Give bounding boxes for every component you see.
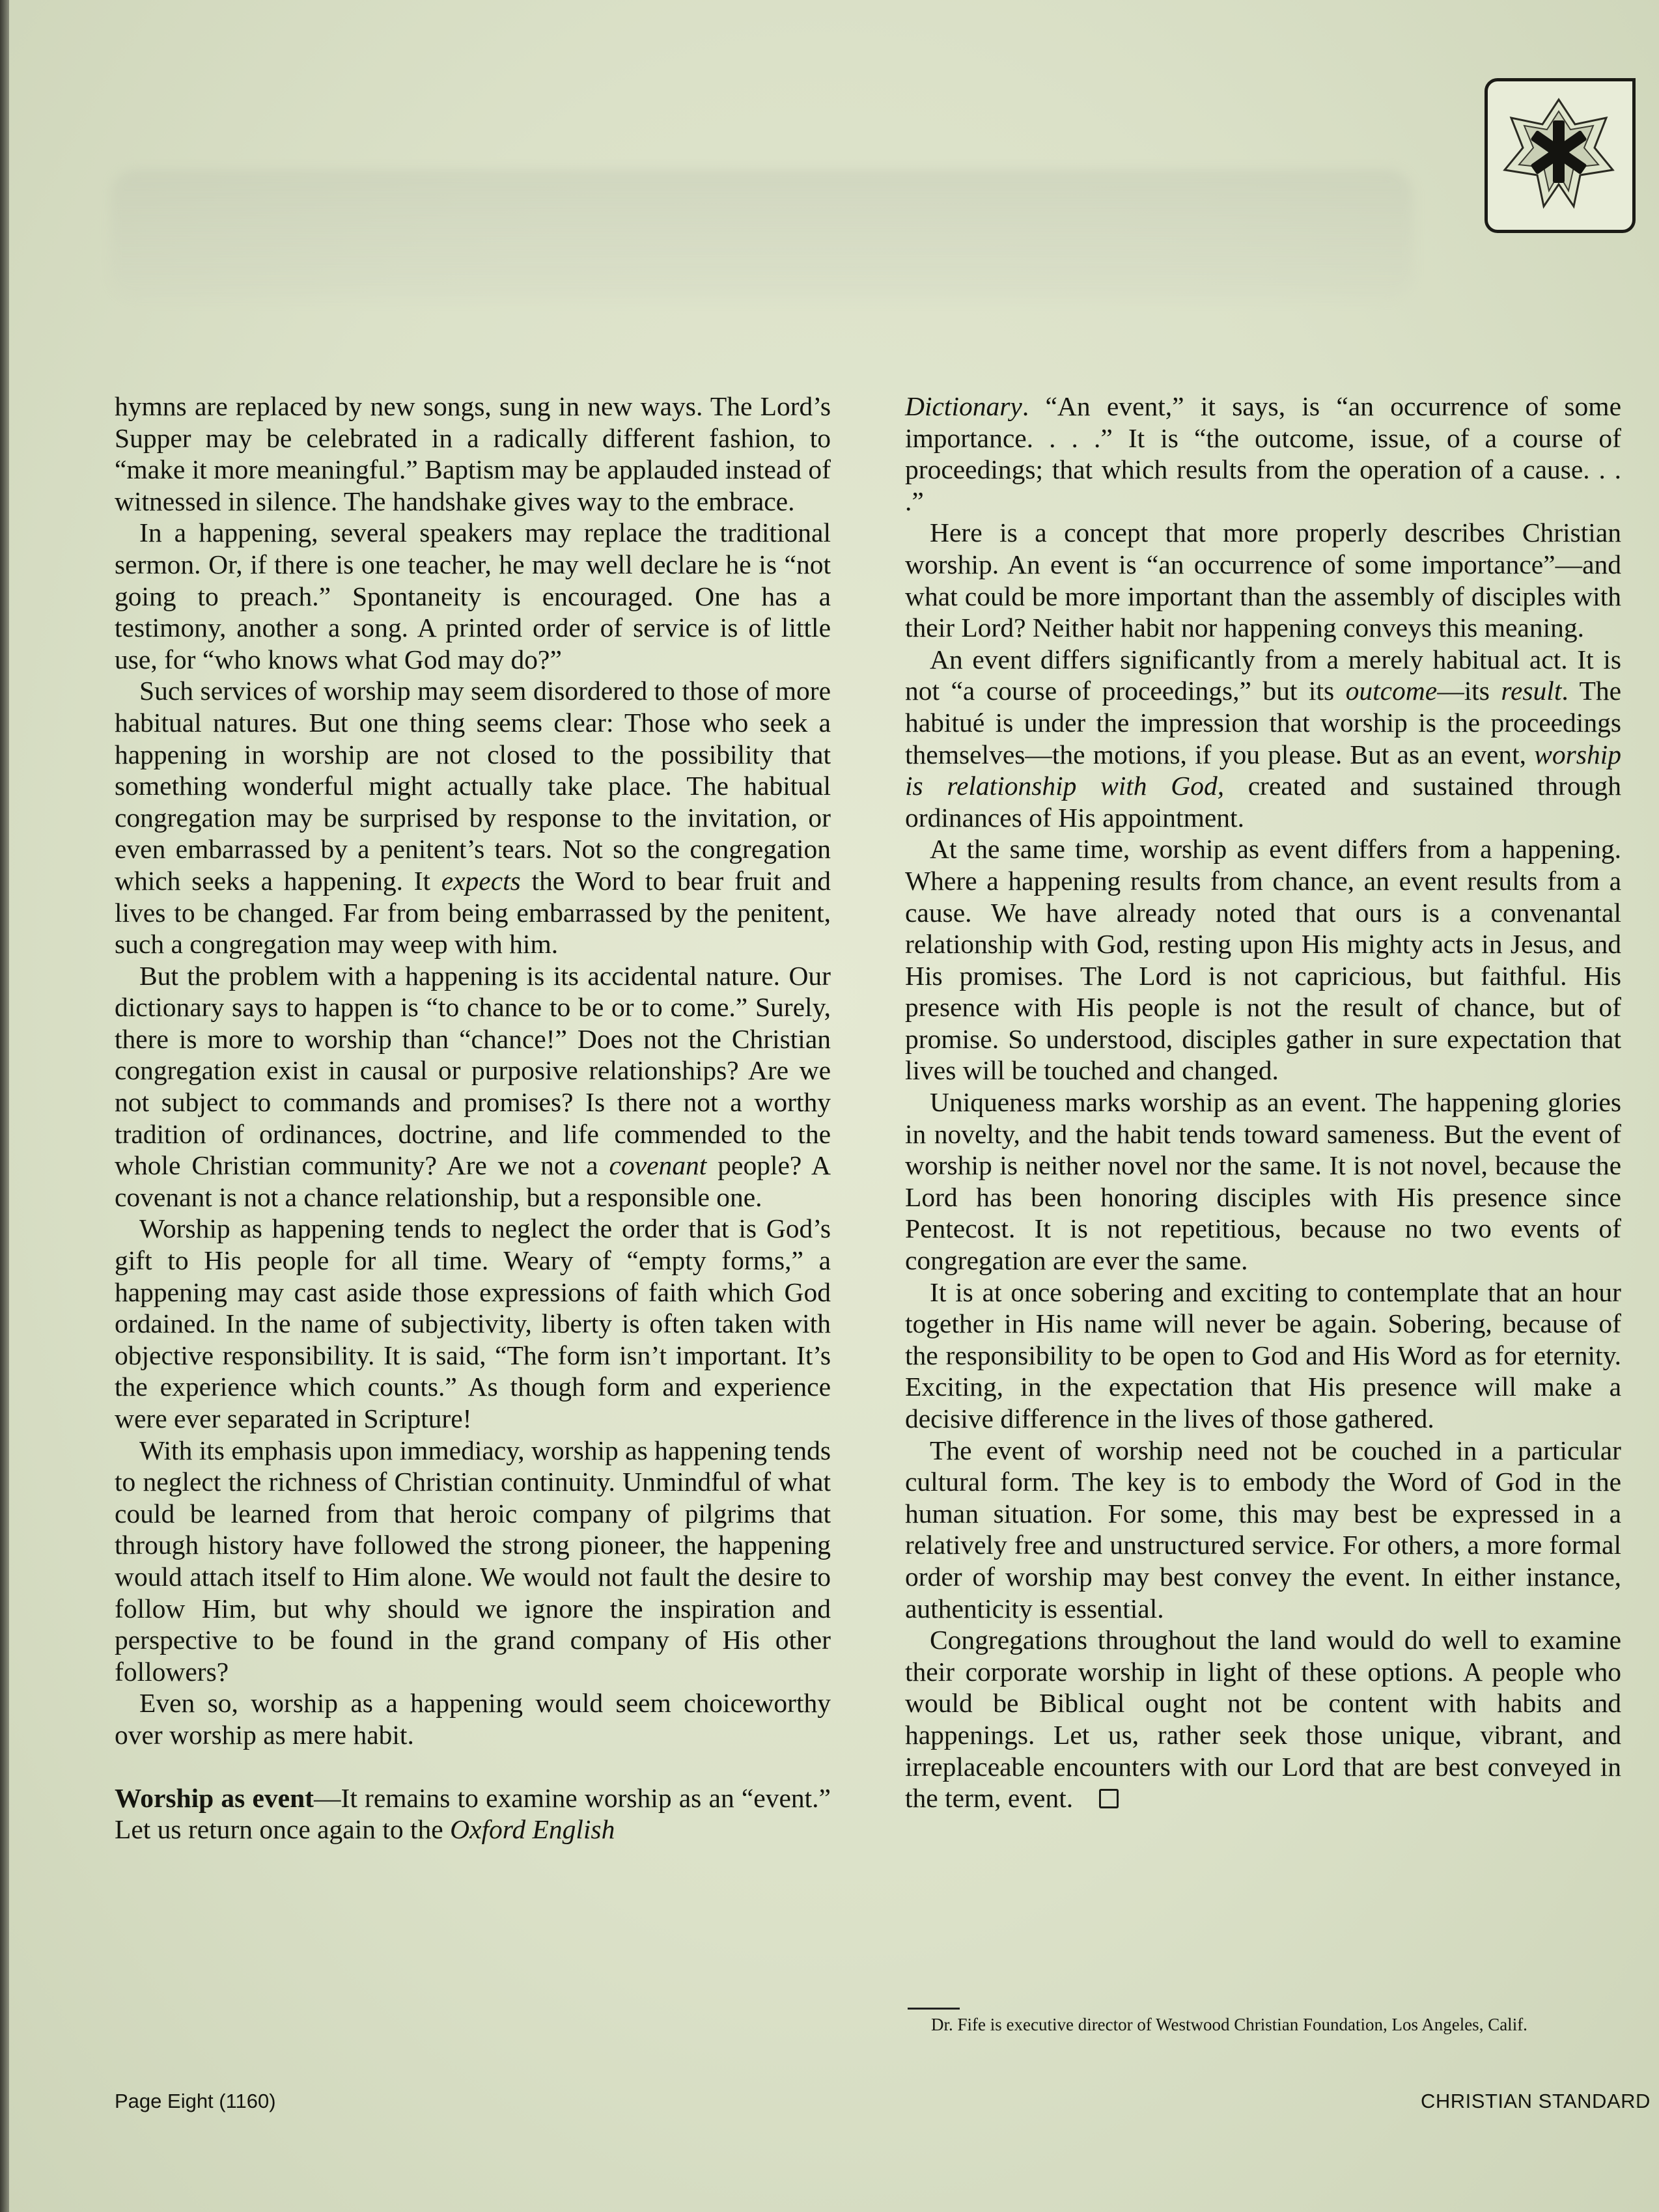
italic-text: expects [441, 865, 521, 896]
end-of-article-mark-icon [1099, 1789, 1119, 1808]
paragraph [115, 960, 831, 1213]
author-footnote: Dr. Fife is executive director of Westwood Christian Foundation, Los Angeles, Calif. [931, 2015, 1527, 2034]
text-run: . The habitué is under the impression that worship is the proceedings themselves—the motions, if you please. But as an event, [905, 676, 1621, 769]
logo-emblem [1485, 78, 1636, 233]
text-run: But the problem with a happening is its accidental nature. Our dictionary says to happen is “to chance to be or to come.” Surely, there is more to worship than “chance!” Does not the Christian congregation exist in causal or purposive relationships? Are we not subject to commands and promises? Is there not a worthy tradition of ordinances, doctrine, and life commended to the whole Christian community? Are we not a [115, 960, 831, 1181]
text-run: —its [1437, 676, 1501, 706]
text-run: people? A covenant is not a chance relationship, but a responsible one. [115, 1150, 831, 1212]
paragraph: Uniqueness marks worship as an event. The happening glories in novelty, and the habit tends toward sameness. But the event of worship is neither novel nor the same. It is not novel, because the Lord has been honoring disciples with His presence since Pentecost. It is not repetitious, because no two events of congregation are ever the same. [905, 1087, 1621, 1276]
page-binding-edge [0, 0, 9, 2212]
italic-text: Oxford English [450, 1814, 615, 1845]
italic-text: worship is relationship with God, [905, 739, 1621, 801]
text-run: Congregations throughout the land would do well to examine their corporate worship in light of these options. A people who would be Biblical ought not be content with habits and happenings. Let us, rather seek those unique, vibrant, and irreplaceable encounters with our Lord that are best conveyed in the term, event. [905, 1625, 1621, 1814]
magazine-name-footer: CHRISTIAN STANDARD [1421, 2090, 1651, 2112]
italic-text: result [1501, 676, 1562, 706]
text-run: . “An event,” it says, is “an occurrence of some importance. . . .” It is “the outcome, issue, of a course of proceedings; that which results from the operation of a cause. . . .” [905, 391, 1621, 516]
left-article-column [115, 391, 831, 1846]
text-run: —It remains to examine worship as an “event.” Let us return once again to the [115, 1782, 831, 1845]
paragraph: Here is a concept that more properly describes Christian worship. An event is “an occurrence of some importance”—and what could be more important than the assembly of disciples with their Lord? Neither habit nor happening conveys this meaning. [905, 518, 1621, 643]
text-run: the Word to bear fruit and lives to be changed. Far from being embarrassed by the penitent, such a congregation may weep with him. [115, 865, 831, 960]
text-run: created and sustained through ordinances of His appointment. [905, 771, 1621, 833]
section-heading: Worship as event [115, 1782, 314, 1813]
italic-text: Dictionary [905, 391, 1022, 421]
paragraph: At the same time, worship as event differs from a happening. Where a happening results from chance, an event results from a cause. We have already noted that ours is a convenantal relationship with God, resting upon His mighty acts in Jesus, and His promises. The Lord is not capricious, but faithful. His presence with His people is not the result of chance, but of promise. So understood, disciples gather in sure expectation that lives will be touched and changed. [905, 834, 1621, 1086]
paragraph: Even so, worship as a happening would seem choiceworthy over worship as mere habit. [115, 1688, 831, 1750]
page-number-footer: Page Eight (1160) [115, 2090, 276, 2112]
paragraph: In a happening, several speakers may replace the traditional sermon. Or, if there is one teacher, he may well declare he is “not going to preach.” Spontaneity is encouraged. One has a testimony, another a song. A printed order of service is of little use, for “who knows what God may do?” [115, 518, 831, 674]
paragraph: It is at once sobering and exciting to contemplate that an hour together in His name will never be again. Sobering, because of the responsibility to be open to God and His Word as for eternity. Exciting, in the expectation that His presence will make a decisive difference in the lives of those gathered. [905, 1277, 1621, 1433]
christian-standard-emblem-icon [1497, 92, 1621, 215]
italic-text: covenant [609, 1150, 707, 1181]
paragraph: With its emphasis upon immediacy, worship as happening tends to neglect the richness of Christian continuity. Unmindful of what could be learned from that heroic company of pilgrims that through history have followed the strong pioneer, the happening would attach itself to Him alone. We would not fault the desire to follow Him, but why should we ignore the inspiration and perspective to be found in the grand company of His other followers? [115, 1435, 831, 1687]
text-run: An event differs significantly from a merely habitual act. It is not “a course of proceedings,” but its [905, 644, 1621, 706]
faded-show-through-title [111, 169, 1413, 299]
paragraph: hymns are replaced by new songs, sung in new ways. The Lord’s Supper may be celebrated in a radically different fashion, to “make it more meaningful.” Baptism may be applauded instead of witnessed in silence. The handshake gives way to the embrace. [115, 391, 831, 516]
text-run: Such services of worship may seem disordered to those of more habitual natures. But one thing seems clear: Those who seek a happening in worship are not closed to the possibility that something wonderful might actually take place. The habitual congregation may be surprised by response to the invitation, or even embarrassed by a penitent’s tears. Not so the congregation which seeks a happening. It [115, 676, 831, 896]
paragraph [905, 1624, 1621, 1814]
paragraph [905, 644, 1621, 834]
paragraph: The event of worship need not be couched in a particular cultural form. The key is to embody the Word of God in the human situation. For some, this may best be expressed in a relatively free and unstructured service. For others, a more formal order of worship may best convey the event. In either instance, authenticity is essential. [905, 1435, 1621, 1624]
section-paragraph [115, 1782, 831, 1846]
paragraph [115, 675, 831, 960]
italic-text: outcome [1345, 676, 1438, 706]
right-article-column [905, 391, 1621, 1814]
paragraph: Worship as happening tends to neglect the order that is God’s gift to His people for all time. Weary of “empty forms,” a happening may cast aside those expressions of faith which God ordained. In the name of subjectivity, liberty is often taken with objective responsibility. It is said, “The form isn’t important. It’s the experience which counts.” As though form and experience were ever separated in Scripture! [115, 1213, 831, 1433]
paragraph [905, 391, 1621, 517]
footnote-rule [908, 2008, 960, 2010]
